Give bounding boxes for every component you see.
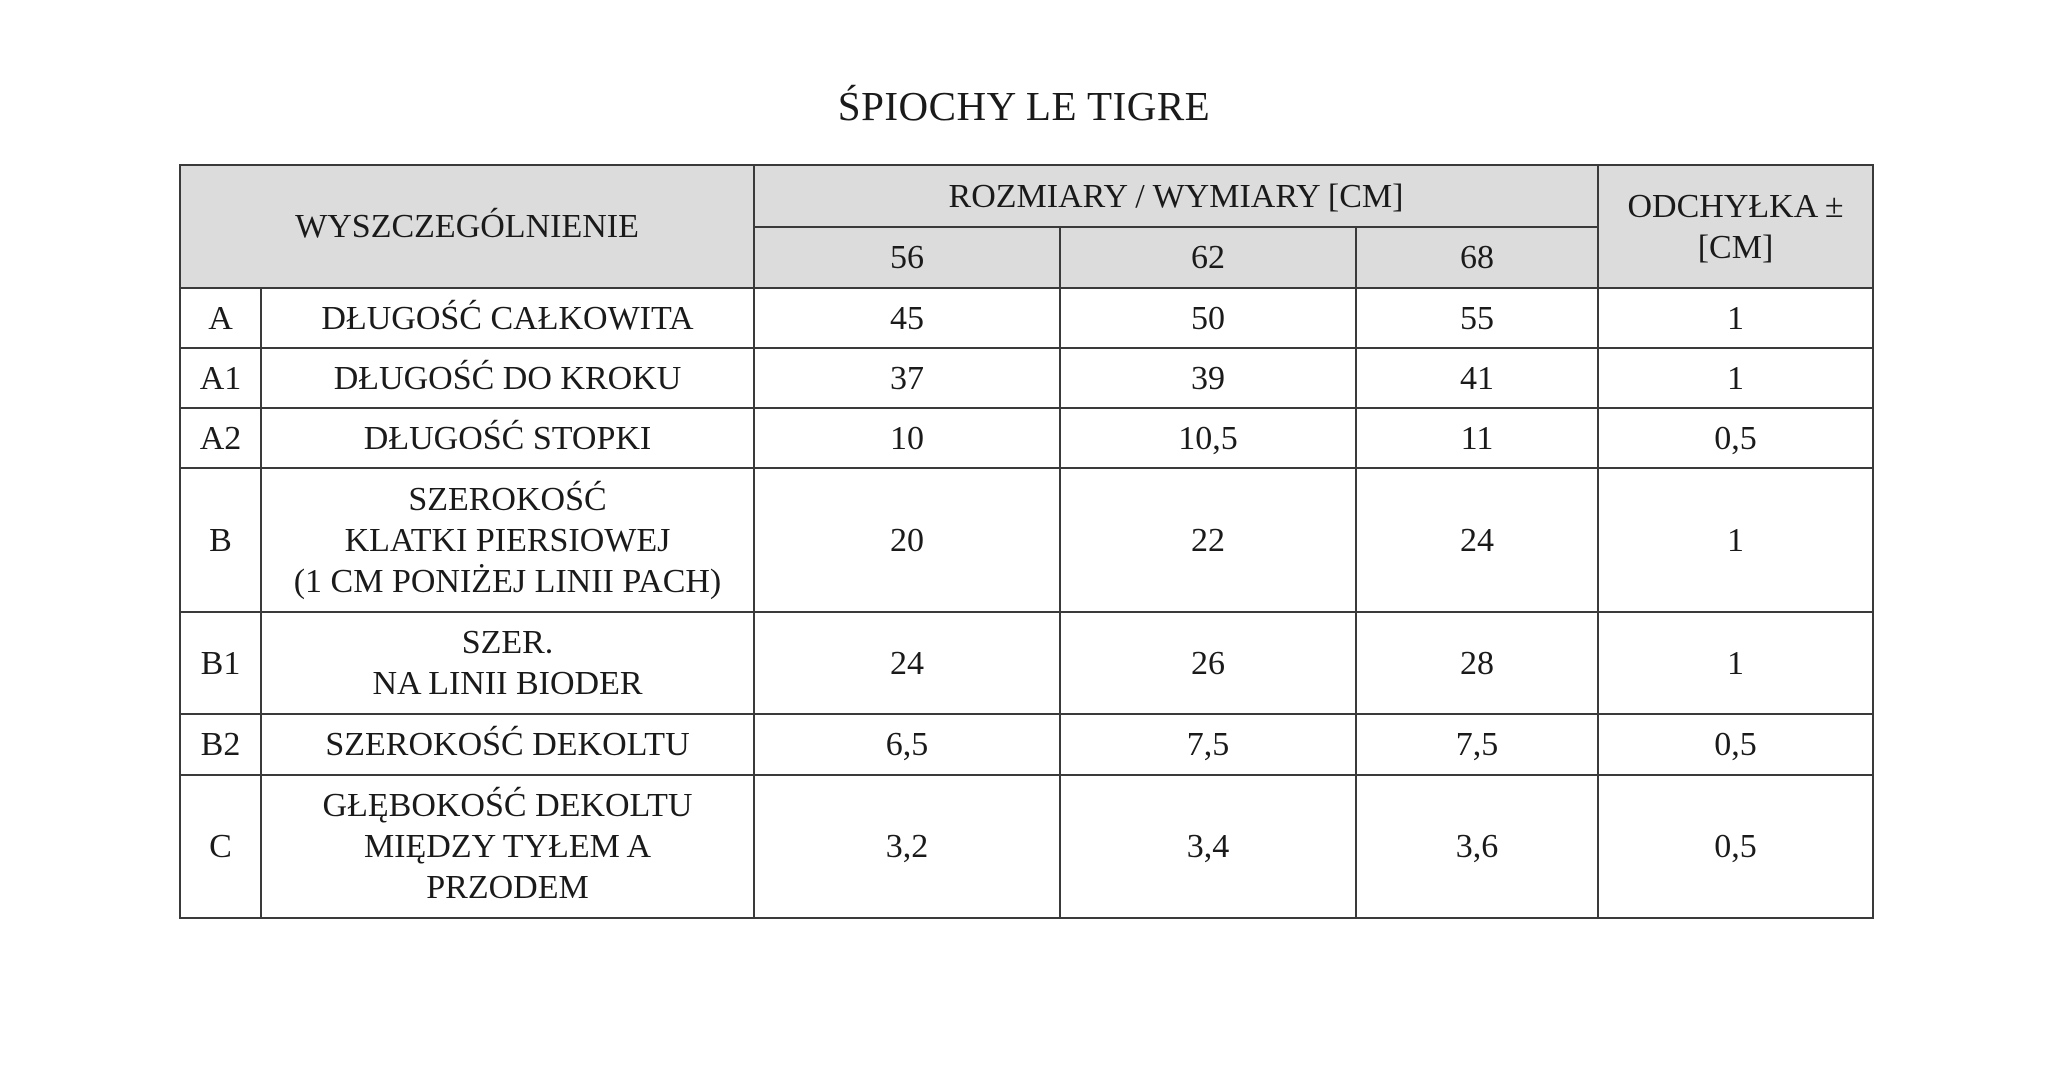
row-tolerance: 0,5 xyxy=(1598,408,1873,468)
table-row xyxy=(180,288,1873,348)
row-description-line: DŁUGOŚĆ STOPKI xyxy=(363,419,652,457)
row-description-line: SZEROKOŚĆ DEKOLTU xyxy=(325,726,690,763)
row-tolerance: 0,5 xyxy=(1598,775,1873,918)
row-description xyxy=(261,468,754,612)
table-row xyxy=(180,408,1873,468)
row-value-68: 28 xyxy=(1356,612,1598,714)
header-tolerance xyxy=(1598,165,1873,288)
row-description-line: PRZODEM xyxy=(426,869,589,906)
row-value-56: 6,5 xyxy=(754,714,1060,775)
row-description xyxy=(261,348,754,408)
header-tolerance-line2: [CM] xyxy=(1697,228,1774,266)
row-value-62: 39 xyxy=(1060,348,1356,408)
row-description-line: NA LINII BIODER xyxy=(372,665,643,702)
row-description xyxy=(261,288,754,348)
row-description-line: (1 CM PONIŻEJ LINII PACH) xyxy=(293,562,722,600)
row-value-62: 50 xyxy=(1060,288,1356,348)
header-row xyxy=(180,165,1873,227)
header-size-56: 56 xyxy=(754,227,1060,288)
row-code: B1 xyxy=(180,612,261,714)
row-code: B xyxy=(180,468,261,612)
row-description-line: KLATKI PIERSIOWEJ xyxy=(344,521,671,559)
table-row xyxy=(180,775,1873,918)
row-code: C xyxy=(180,775,261,918)
table-row xyxy=(180,348,1873,408)
row-tolerance: 0,5 xyxy=(1598,714,1873,775)
row-value-56: 3,2 xyxy=(754,775,1060,918)
header-tolerance-line1: ODCHYŁKA ± xyxy=(1627,187,1844,225)
row-tolerance: 1 xyxy=(1598,348,1873,408)
row-code: A xyxy=(180,288,261,348)
row-value-56: 24 xyxy=(754,612,1060,714)
size-table xyxy=(179,164,1874,919)
row-value-56: 10 xyxy=(754,408,1060,468)
row-tolerance: 1 xyxy=(1598,612,1873,714)
table-row xyxy=(180,714,1873,775)
row-value-68: 7,5 xyxy=(1356,714,1598,775)
row-tolerance: 1 xyxy=(1598,288,1873,348)
row-value-62: 3,4 xyxy=(1060,775,1356,918)
row-code: B2 xyxy=(180,714,261,775)
row-description xyxy=(261,408,754,468)
page-title: ŚPIOCHY LE TIGRE xyxy=(837,83,1211,129)
row-code: A1 xyxy=(180,348,261,408)
row-description-line: SZEROKOŚĆ xyxy=(408,480,607,518)
row-description-line: DŁUGOŚĆ CAŁKOWITA xyxy=(321,299,694,337)
row-code: A2 xyxy=(180,408,261,468)
header-size-68: 68 xyxy=(1356,227,1598,288)
row-description-line: SZER. xyxy=(461,624,554,661)
row-value-62: 26 xyxy=(1060,612,1356,714)
row-value-62: 10,5 xyxy=(1060,408,1356,468)
table-row xyxy=(180,612,1873,714)
row-value-68: 11 xyxy=(1356,408,1598,468)
row-value-62: 22 xyxy=(1060,468,1356,612)
row-value-56: 45 xyxy=(754,288,1060,348)
row-value-68: 24 xyxy=(1356,468,1598,612)
header-size-62: 62 xyxy=(1060,227,1356,288)
row-description-line: MIĘDZY TYŁEM A xyxy=(363,828,652,865)
header-specification: WYSZCZEGÓLNIENIE xyxy=(180,165,754,288)
row-value-68: 41 xyxy=(1356,348,1598,408)
row-tolerance: 1 xyxy=(1598,468,1873,612)
row-value-68: 3,6 xyxy=(1356,775,1598,918)
table-row xyxy=(180,468,1873,612)
row-description-line: GŁĘBOKOŚĆ DEKOLTU xyxy=(322,787,693,824)
row-value-68: 55 xyxy=(1356,288,1598,348)
row-description-line: DŁUGOŚĆ DO KROKU xyxy=(333,359,682,397)
row-description xyxy=(261,714,754,775)
row-value-56: 37 xyxy=(754,348,1060,408)
header-sizes-group: ROZMIARY / WYMIARY [CM] xyxy=(754,165,1598,227)
row-description xyxy=(261,612,754,714)
row-description xyxy=(261,775,754,918)
row-value-62: 7,5 xyxy=(1060,714,1356,775)
row-value-56: 20 xyxy=(754,468,1060,612)
